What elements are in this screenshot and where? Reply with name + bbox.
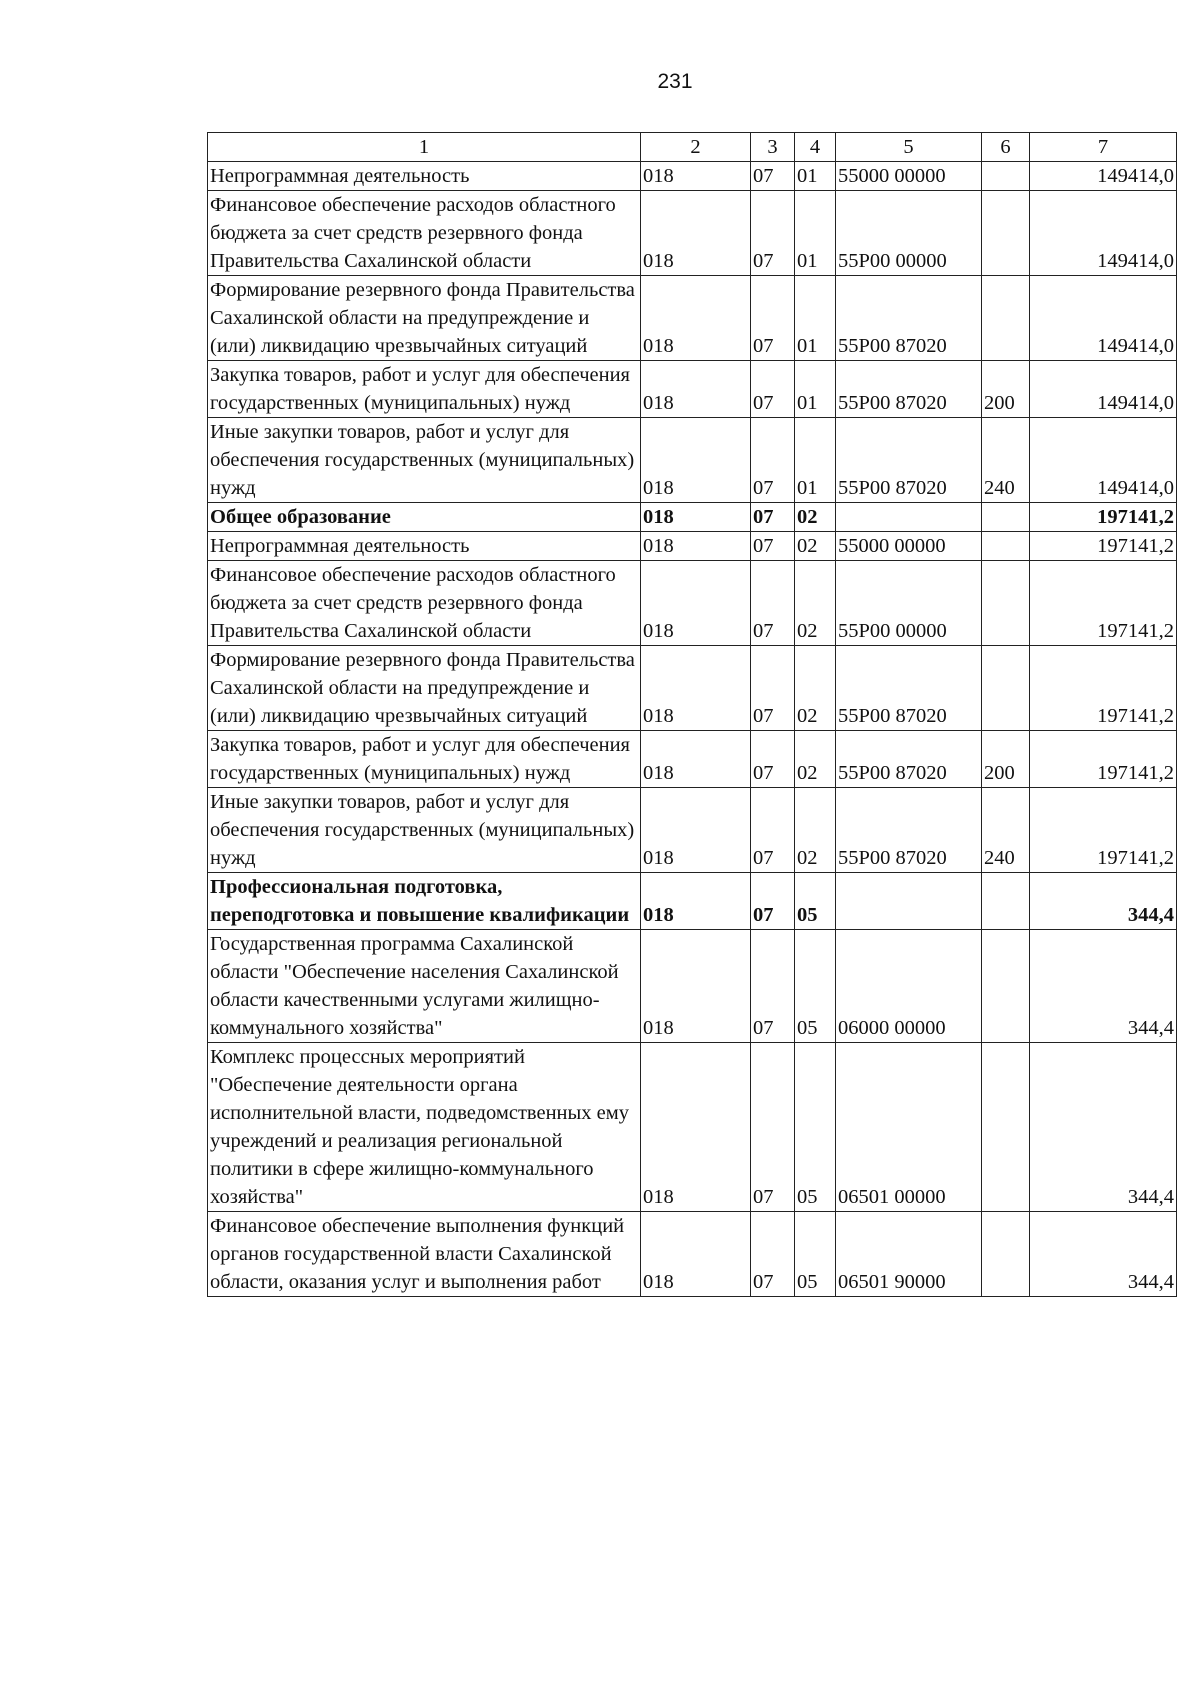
header-row [208, 133, 1177, 162]
row-section-cell: 07 [751, 731, 795, 788]
table-row [208, 191, 1177, 276]
header-col-7: 7 [1030, 133, 1177, 162]
row-article-cell: 55Р00 87020 [836, 731, 982, 788]
row-section-cell: 07 [751, 646, 795, 731]
table-row [208, 276, 1177, 361]
table-row [208, 532, 1177, 561]
row-type-cell: 200 [982, 731, 1030, 788]
row-type-cell [982, 276, 1030, 361]
row-article-cell: 06000 00000 [836, 930, 982, 1043]
row-subsection-cell: 02 [795, 788, 836, 873]
row-section-cell: 07 [751, 1212, 795, 1297]
table-row [208, 930, 1177, 1043]
row-code-cell: 018 [641, 788, 751, 873]
row-type-cell [982, 646, 1030, 731]
row-section-cell: 07 [751, 418, 795, 503]
row-article-cell [836, 503, 982, 532]
row-article-cell: 06501 00000 [836, 1043, 982, 1212]
row-section-cell: 07 [751, 930, 795, 1043]
row-amount-cell: 197141,2 [1030, 788, 1177, 873]
table-row [208, 561, 1177, 646]
row-amount-cell: 344,4 [1030, 930, 1177, 1043]
row-section-cell: 07 [751, 788, 795, 873]
row-type-cell [982, 930, 1030, 1043]
table-row [208, 731, 1177, 788]
row-subsection-cell: 02 [795, 532, 836, 561]
row-name-cell: Финансовое обеспечение выполнения функций органов государственной власти Сахалинской области, оказания услуг и выполнения работ [208, 1212, 641, 1297]
table-row [208, 418, 1177, 503]
row-amount-cell: 149414,0 [1030, 191, 1177, 276]
row-section-cell: 07 [751, 873, 795, 930]
row-name-cell: Финансовое обеспечение расходов областного бюджета за счет средств резервного фонда Правительства Сахалинской области [208, 561, 641, 646]
row-name-cell: Закупка товаров, работ и услуг для обеспечения государственных (муниципальных) нужд [208, 361, 641, 418]
row-subsection-cell: 01 [795, 191, 836, 276]
row-code-cell: 018 [641, 561, 751, 646]
row-subsection-cell: 01 [795, 162, 836, 191]
table-row [208, 503, 1177, 532]
row-code-cell: 018 [641, 503, 751, 532]
row-section-cell: 07 [751, 561, 795, 646]
row-article-cell: 55Р00 00000 [836, 561, 982, 646]
table-row [208, 646, 1177, 731]
row-type-cell [982, 532, 1030, 561]
row-subsection-cell: 02 [795, 731, 836, 788]
table-row [208, 788, 1177, 873]
row-code-cell: 018 [641, 1212, 751, 1297]
row-subsection-cell: 05 [795, 1212, 836, 1297]
row-amount-cell: 149414,0 [1030, 418, 1177, 503]
header-col-4: 4 [795, 133, 836, 162]
row-name-cell: Финансовое обеспечение расходов областного бюджета за счет средств резервного фонда Правительства Сахалинской области [208, 191, 641, 276]
header-col-2: 2 [641, 133, 751, 162]
row-article-cell: 55Р00 00000 [836, 191, 982, 276]
row-name-cell: Непрограммная деятельность [208, 532, 641, 561]
row-amount-cell: 197141,2 [1030, 646, 1177, 731]
table-row [208, 873, 1177, 930]
row-article-cell: 55Р00 87020 [836, 788, 982, 873]
row-type-cell: 240 [982, 788, 1030, 873]
table-row [208, 162, 1177, 191]
row-type-cell [982, 162, 1030, 191]
row-article-cell: 55000 00000 [836, 532, 982, 561]
row-article-cell: 06501 90000 [836, 1212, 982, 1297]
row-amount-cell: 197141,2 [1030, 532, 1177, 561]
row-subsection-cell: 05 [795, 930, 836, 1043]
row-article-cell: 55Р00 87020 [836, 418, 982, 503]
row-name-cell: Непрограммная деятельность [208, 162, 641, 191]
row-article-cell: 55Р00 87020 [836, 646, 982, 731]
row-name-cell: Общее образование [208, 503, 641, 532]
row-amount-cell: 344,4 [1030, 873, 1177, 930]
row-article-cell: 55000 00000 [836, 162, 982, 191]
row-name-cell: Формирование резервного фонда Правительства Сахалинской области на предупреждение и (или) ликвидацию чрезвычайных ситуаций [208, 276, 641, 361]
row-code-cell: 018 [641, 930, 751, 1043]
header-col-5: 5 [836, 133, 982, 162]
row-section-cell: 07 [751, 191, 795, 276]
row-section-cell: 07 [751, 162, 795, 191]
row-code-cell: 018 [641, 361, 751, 418]
budget-table [207, 132, 1177, 1297]
row-subsection-cell: 02 [795, 561, 836, 646]
header-col-1: 1 [208, 133, 641, 162]
row-name-cell: Закупка товаров, работ и услуг для обеспечения государственных (муниципальных) нужд [208, 731, 641, 788]
row-name-cell: Иные закупки товаров, работ и услуг для обеспечения государственных (муниципальных) нужд [208, 418, 641, 503]
row-type-cell [982, 1043, 1030, 1212]
row-amount-cell: 344,4 [1030, 1043, 1177, 1212]
row-section-cell: 07 [751, 1043, 795, 1212]
row-section-cell: 07 [751, 361, 795, 418]
table-row [208, 1043, 1177, 1212]
row-amount-cell: 344,4 [1030, 1212, 1177, 1297]
row-article-cell: 55Р00 87020 [836, 276, 982, 361]
row-subsection-cell: 01 [795, 276, 836, 361]
row-article-cell [836, 873, 982, 930]
row-name-cell: Иные закупки товаров, работ и услуг для обеспечения государственных (муниципальных) нужд [208, 788, 641, 873]
row-amount-cell: 149414,0 [1030, 276, 1177, 361]
row-type-cell [982, 1212, 1030, 1297]
row-code-cell: 018 [641, 646, 751, 731]
row-section-cell: 07 [751, 276, 795, 361]
row-amount-cell: 197141,2 [1030, 731, 1177, 788]
row-section-cell: 07 [751, 532, 795, 561]
row-subsection-cell: 01 [795, 361, 836, 418]
row-amount-cell: 197141,2 [1030, 503, 1177, 532]
row-amount-cell: 197141,2 [1030, 561, 1177, 646]
row-name-cell: Комплекс процессных мероприятий "Обеспечение деятельности органа исполнительной власти, подведомственных ему учреждений и реализация региональной политики в сфере жилищно-коммунального хозяйства" [208, 1043, 641, 1212]
row-subsection-cell: 05 [795, 1043, 836, 1212]
row-name-cell: Профессиональная подготовка, переподготовка и повышение квалификации [208, 873, 641, 930]
table-row [208, 1212, 1177, 1297]
row-name-cell: Формирование резервного фонда Правительства Сахалинской области на предупреждение и (или) ликвидацию чрезвычайных ситуаций [208, 646, 641, 731]
header-col-3: 3 [751, 133, 795, 162]
row-type-cell: 240 [982, 418, 1030, 503]
row-amount-cell: 149414,0 [1030, 162, 1177, 191]
row-subsection-cell: 05 [795, 873, 836, 930]
row-subsection-cell: 02 [795, 503, 836, 532]
row-type-cell [982, 503, 1030, 532]
row-code-cell: 018 [641, 731, 751, 788]
row-type-cell [982, 191, 1030, 276]
row-type-cell [982, 873, 1030, 930]
row-name-cell: Государственная программа Сахалинской области "Обеспечение населения Сахалинской области качественными услугами жилищно-коммунального хозяйства" [208, 930, 641, 1043]
row-code-cell: 018 [641, 162, 751, 191]
row-code-cell: 018 [641, 418, 751, 503]
row-article-cell: 55Р00 87020 [836, 361, 982, 418]
row-amount-cell: 149414,0 [1030, 361, 1177, 418]
row-code-cell: 018 [641, 1043, 751, 1212]
row-subsection-cell: 01 [795, 418, 836, 503]
row-subsection-cell: 02 [795, 646, 836, 731]
row-code-cell: 018 [641, 873, 751, 930]
row-type-cell [982, 561, 1030, 646]
row-code-cell: 018 [641, 276, 751, 361]
row-section-cell: 07 [751, 503, 795, 532]
row-code-cell: 018 [641, 191, 751, 276]
row-type-cell: 200 [982, 361, 1030, 418]
header-col-6: 6 [982, 133, 1030, 162]
table-row [208, 361, 1177, 418]
row-code-cell: 018 [641, 532, 751, 561]
page-number: 231 [657, 70, 693, 93]
